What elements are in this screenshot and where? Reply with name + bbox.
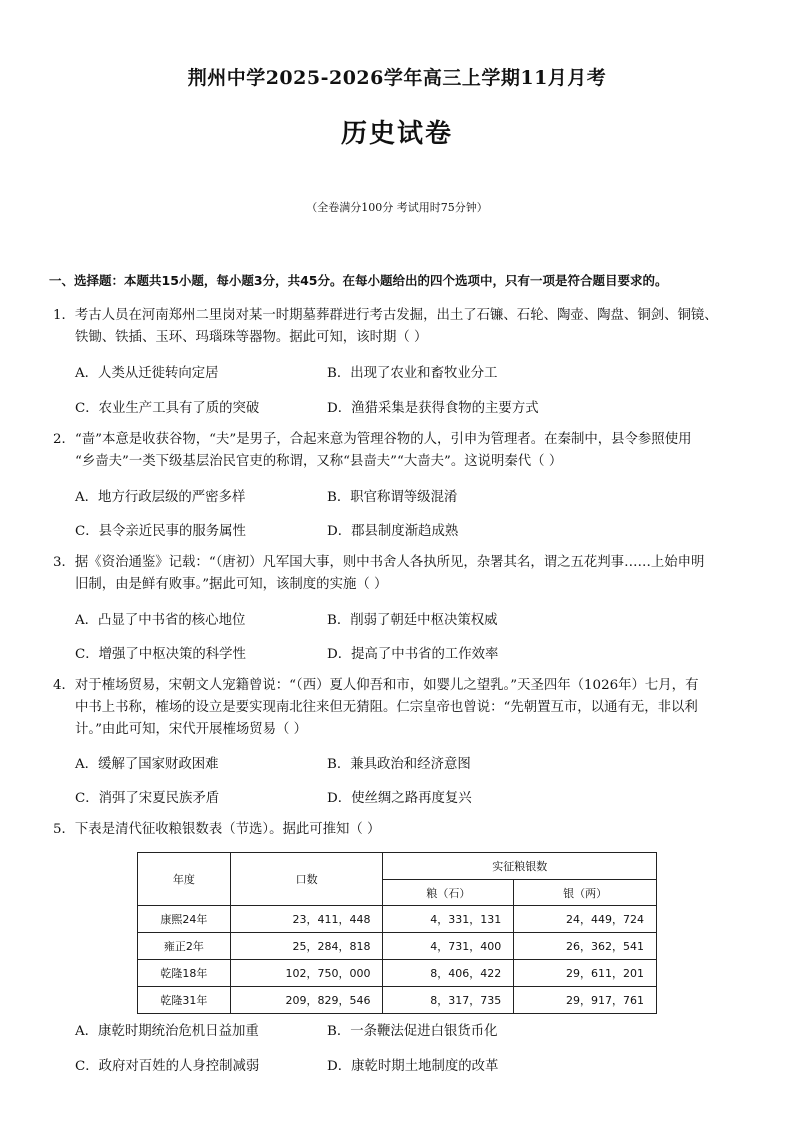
- cell-grain: 8，406，422: [383, 960, 514, 987]
- cell-grain: 8，317，735: [383, 987, 514, 1014]
- option-a: A．凸显了中书省的核心地位: [75, 613, 246, 628]
- table-row: [138, 906, 657, 933]
- table-row: [138, 960, 657, 987]
- question-stem-line: 计。”由此可知，宋代开展榷场贸易（ ）: [75, 722, 308, 737]
- option-c: C．政府对百姓的人身控制减弱: [75, 1059, 260, 1074]
- option-d: D．郡县制度渐趋成熟: [327, 524, 459, 539]
- option-b: B．出现了农业和畜牧业分工: [327, 366, 498, 381]
- cell-silver: 26，362，541: [514, 933, 657, 960]
- grain-silver-table: [137, 852, 657, 1014]
- cell-year: 康熙24年: [138, 906, 231, 933]
- exam-title: 荆州中学2025-2026学年高三上学期11月月考: [187, 67, 607, 89]
- exam-note: （全卷满分100分 考试用时75分钟）: [306, 201, 488, 214]
- cell-silver: 29，611，201: [514, 960, 657, 987]
- table-header-group: 实征粮银数: [383, 853, 657, 880]
- table-header-grain: 粮（石）: [383, 880, 514, 906]
- cell-silver: 29，917，761: [514, 987, 657, 1014]
- question-stem-line: 1．考古人员在河南郑州二里岗对某一时期墓葬群进行考古发掘，出土了石镰、石轮、陶壶、陶盘、铜剑、铜镜、: [53, 308, 718, 323]
- table-header-silver: 银（两）: [514, 880, 657, 906]
- cell-population: 209，829，546: [230, 987, 383, 1014]
- exam-subject: 历史试卷: [340, 119, 453, 149]
- question-stem-line: 2．“啬”本意是收获谷物，“夫”是男子，合起来意为管理谷物的人，引申为管理者。在秦制中，县令参照使用: [53, 432, 692, 447]
- cell-year: 乾隆18年: [138, 960, 231, 987]
- cell-population: 23，411，448: [230, 906, 383, 933]
- question-stem-line: 4．对于榷场贸易，宋朝文人宠籍曾说：“（西）夏人仰吾和市，如婴儿之望乳。”天圣四年（1026年）七月，有: [53, 678, 699, 693]
- option-c: C．县令亲近民事的服务属性: [75, 524, 246, 539]
- option-b: B．职官称谓等级混淆: [327, 490, 458, 505]
- option-d: D．提高了中书省的工作效率: [327, 647, 499, 662]
- table-row: [138, 987, 657, 1014]
- table-header-year: 年度: [138, 853, 231, 906]
- option-b: B．一条鞭法促进白银货币化: [327, 1024, 498, 1039]
- option-b: B．削弱了朝廷中枢决策权威: [327, 613, 498, 628]
- question-stem-line: 5．下表是清代征收粮银数表（节选）。据此可推知（ ）: [53, 822, 381, 837]
- cell-grain: 4，731，400: [383, 933, 514, 960]
- table-row: [138, 933, 657, 960]
- cell-year: 雍正2年: [138, 933, 231, 960]
- question-stem-line: 铁锄、铁插、玉环、玛瑙珠等器物。据此可知，该时期（ ）: [75, 330, 428, 345]
- option-d: D．康乾时期土地制度的改革: [327, 1059, 499, 1074]
- option-a: A．地方行政层级的严密多样: [75, 490, 246, 505]
- option-a: A．康乾时期统治危机日益加重: [75, 1024, 259, 1039]
- option-d: D．渔猎采集是获得食物的主要方式: [327, 401, 539, 416]
- cell-population: 102，750，000: [230, 960, 383, 987]
- cell-silver: 24，449，724: [514, 906, 657, 933]
- question-stem-line: 3．据《资治通鉴》记载：“（唐初）凡军国大事，则中书舍人各执所见，杂署其名，谓之五花判事……上始申明: [53, 555, 705, 570]
- question-stem-line: 旧制，由是鲜有败事。”据此可知，该制度的实施（ ）: [75, 577, 388, 592]
- option-b: B．兼具政治和经济意图: [327, 757, 471, 772]
- option-c: C．增强了中枢决策的科学性: [75, 647, 246, 662]
- option-a: A．人类从迁徙转向定居: [75, 366, 219, 381]
- table-header-population: 口数: [230, 853, 383, 906]
- option-c: C．消弭了宋夏民族矛盾: [75, 791, 220, 806]
- cell-grain: 4，331，131: [383, 906, 514, 933]
- question-stem-line: 中书上书称，榷场的设立是要实现南北往来但无猜阻。仁宗皇帝也曾说：“先朝置互市，以通有无，非以利: [75, 700, 698, 715]
- section-heading: 一、选择题：本题共15小题，每小题3分，共45分。在每小题给出的四个选项中，只有一项是符合题目要求的。: [49, 273, 668, 288]
- question-stem-line: “乡啬夫”一类下级基层治民官吏的称谓，又称“县啬夫”“大啬夫”。这说明秦代（ ）: [75, 454, 563, 469]
- cell-population: 25，284，818: [230, 933, 383, 960]
- option-a: A．缓解了国家财政困难: [75, 757, 219, 772]
- option-c: C．农业生产工具有了质的突破: [75, 401, 260, 416]
- cell-year: 乾隆31年: [138, 987, 231, 1014]
- option-d: D．使丝绸之路再度复兴: [327, 791, 472, 806]
